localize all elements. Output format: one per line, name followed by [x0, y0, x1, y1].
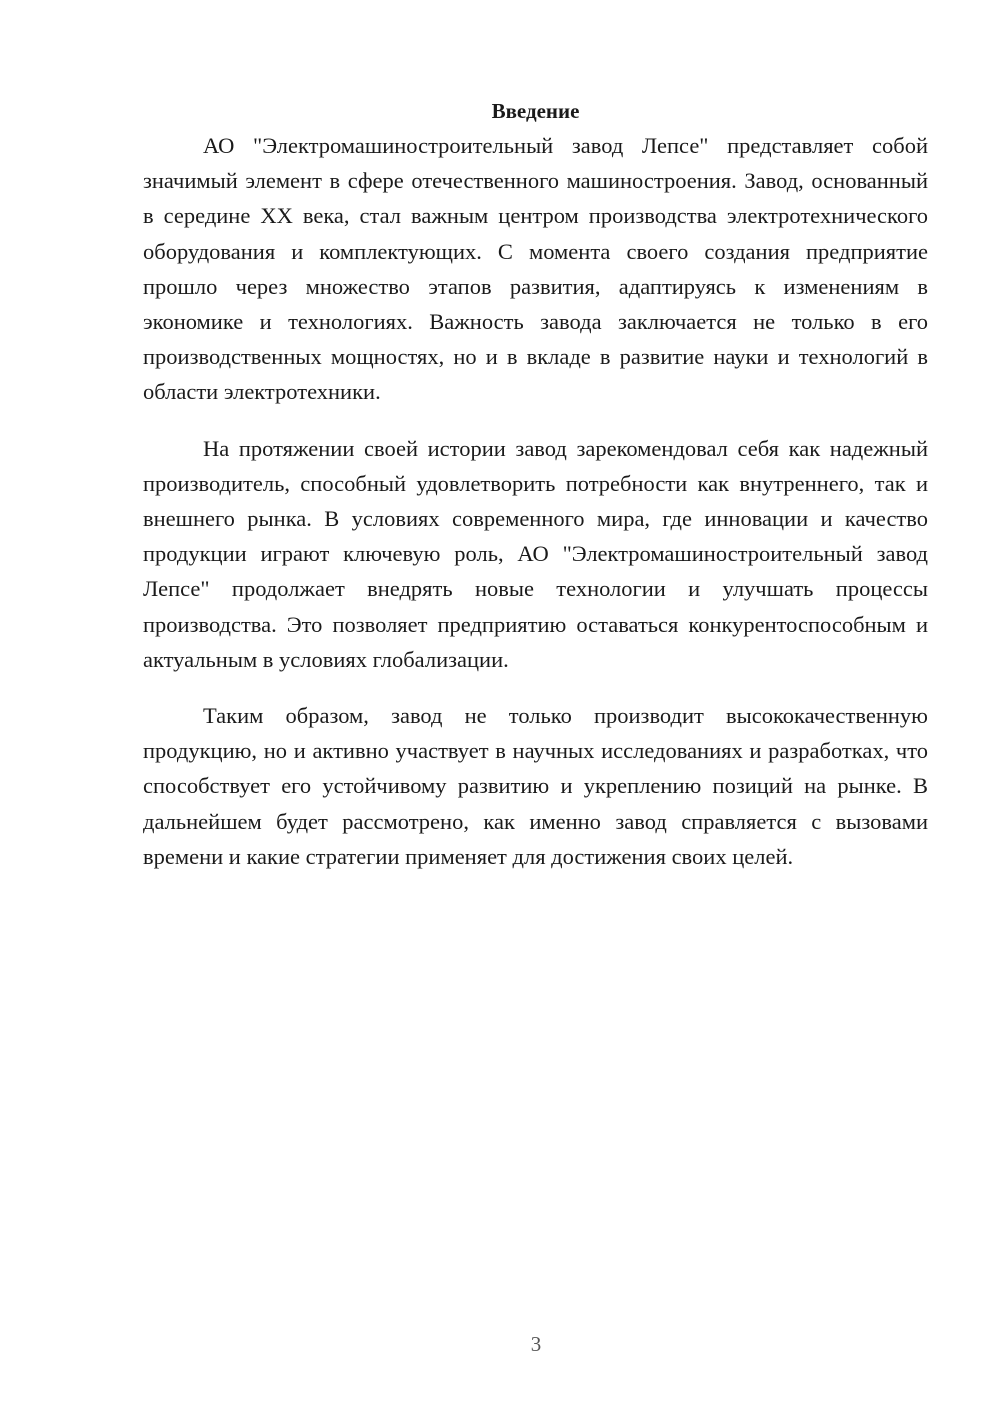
paragraph-conclusion: Таким образом, завод не только производит высококачественную продукцию, но и активно участвует в научных исследованиях и разработках, что способствует его устойчивому развитию и укреплению позиций на рынке. В дальнейшем будет рассмотрено, как именно завод справляется с вызовами времени и какие стратегии применяет для достижения своих целей. — [143, 703, 928, 869]
paragraph-intro: АО "Электромашиностроительный завод Лепсе" представляет собой значимый элемент в сфере отечественного машиностроения. Завод, основанный в середине XX века, стал важным центром производства электротехнического оборудования и комплектующих. С момента своего создания предприятие прошло через множество этапов развития, адаптируясь к изменениям в экономике и технологиях. Важность завода заключается не только в его производственных мощностях, но и в вкладе в развитие науки и технологий в области электротехники. — [143, 133, 928, 405]
document-body — [143, 96, 928, 874]
paragraph-history: На протяжении своей истории завод зарекомендовал себя как надежный производитель, способный удовлетворить потребности как внутреннего, так и внешнего рынка. В условиях современного мира, где инновации и качество продукции играют ключевую роль, АО "Электромашиностроительный завод Лепсе" продолжает внедрять новые технологии и улучшать процессы производства. Это позволяет предприятию оставаться конкурентоспособным и актуальным в условиях глобализации. — [143, 435, 928, 672]
page-number: 3 — [530, 1332, 542, 1356]
section-title: Введение — [491, 99, 580, 123]
